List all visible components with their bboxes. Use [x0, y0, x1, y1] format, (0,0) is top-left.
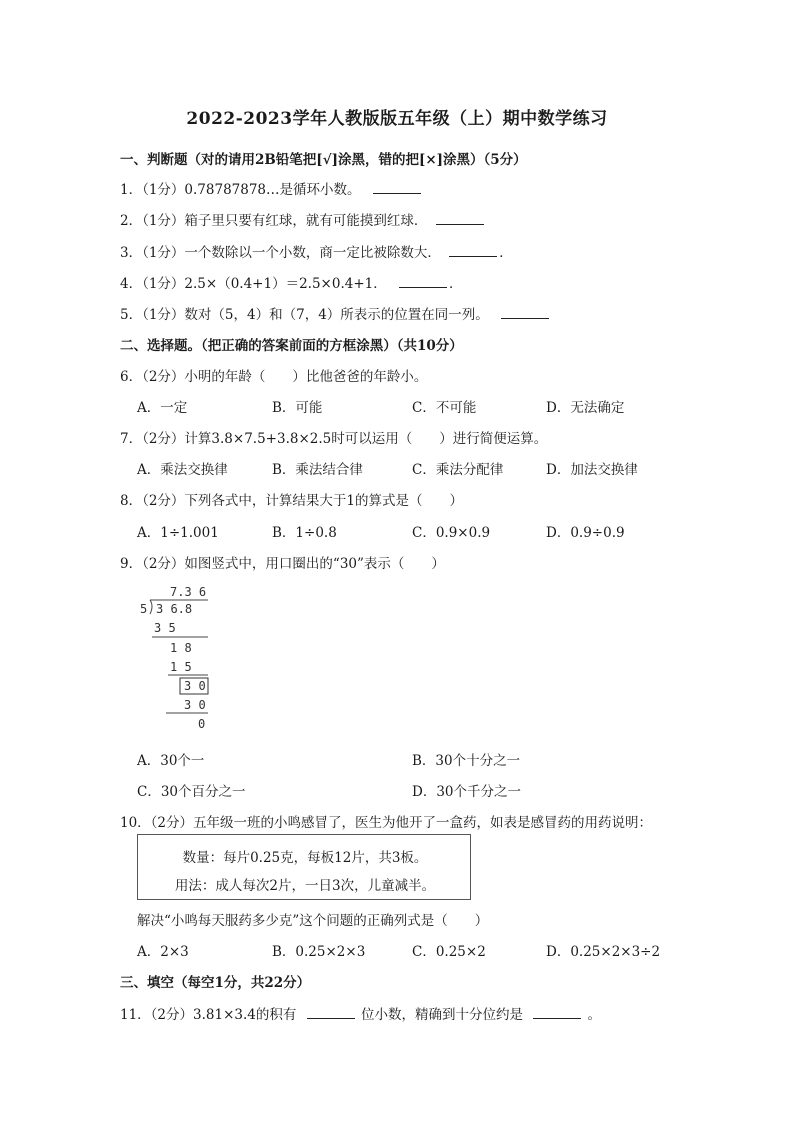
q9-option-c[interactable]: C．30个百分之一 — [137, 784, 246, 800]
question-7: 7．（2分）计算3.8×7.5+3.8×2.5时可以运用（ ）进行简便运算。 — [120, 431, 548, 447]
medicine-instructions-box — [137, 834, 471, 900]
question-11-text-a: 11．（2分）3.81×3.4的积有 — [120, 1007, 297, 1023]
medicine-usage-text: 用法：成人每次2片，一日3次，儿童减半。 — [174, 878, 436, 894]
question-10-prompt: 解决“小鸣每天服药多少克”这个问题的正确列式是（ ） — [137, 913, 489, 929]
q7-option-c[interactable]: C．乘法分配律 — [412, 462, 504, 478]
q6-option-a[interactable]: A．一定 — [137, 400, 188, 416]
question-6: 6．（2分）小明的年龄（ ）比他爸爸的年龄小。 — [120, 369, 428, 385]
division-divisor: 5 — [140, 602, 148, 616]
question-4: 4．（1分）2.5×（0.4+1）＝2.5×0.4+1． ． — [120, 276, 463, 292]
q9-option-a[interactable]: A．30个一 — [137, 753, 205, 769]
division-step-5: 3 0 — [184, 698, 206, 712]
answer-blank[interactable] — [399, 275, 447, 288]
q8-option-b[interactable]: B．1÷0.8 — [272, 525, 337, 541]
question-1-text: 1．（1分）0.78787878…是循环小数。 — [120, 182, 361, 198]
division-step-1: 3 5 — [154, 621, 176, 635]
question-9: 9．（2分）如图竖式中，用口圈出的“30”表示（ ） — [120, 556, 445, 572]
division-dividend: 3 6.8 — [156, 602, 193, 616]
question-8: 8．（2分）下列各式中，计算结果大于1的算式是（ ） — [120, 493, 464, 509]
question-1 — [120, 178, 423, 198]
answer-blank[interactable] — [501, 306, 549, 319]
medicine-quantity-text: 数量：每片0.25克，每板12片，共3板。 — [182, 850, 428, 866]
division-bracket — [150, 600, 152, 614]
long-division-svg — [136, 582, 226, 732]
question-10: 10．（2分）五年级一班的小鸣感冒了，医生为他开了一盒药，如表是感冒药的用药说明： — [120, 815, 653, 831]
answer-blank[interactable] — [307, 1006, 355, 1019]
q7-option-d[interactable]: D．加法交换律 — [546, 462, 638, 478]
question-2-text: 2．（1分）箱子里只要有红球，就有可能摸到红球． — [120, 213, 428, 229]
division-quotient: 7.3 6 — [170, 585, 207, 599]
q7-option-a[interactable]: A．乘法交换律 — [137, 462, 228, 478]
q6-option-b[interactable]: B．可能 — [272, 400, 323, 416]
q10-option-b[interactable]: B．0.25×2×3 — [272, 944, 366, 960]
page-title: 2022-2023学年人教版版五年级（上）期中数学练习 — [186, 109, 608, 129]
division-step-3: 1 5 — [170, 660, 192, 674]
question-5-text: 5．（1分）数对（5，4）和（7，4）所表示的位置在同一列。 — [120, 307, 489, 323]
section-heading-choice: 二、选择题。（把正确的答案前面的方框涂黑）（共10分） — [120, 338, 463, 354]
question-2 — [120, 209, 486, 229]
question-11 — [120, 1003, 601, 1023]
answer-blank[interactable] — [533, 1006, 581, 1019]
question-11-text-c: 。 — [587, 1007, 602, 1023]
q8-option-c[interactable]: C．0.9×0.9 — [412, 525, 491, 541]
question-3: 3．（1分）一个数除以一个小数，商一定比被除数大． ． — [120, 245, 513, 261]
division-step-4: 3 0 — [184, 679, 206, 693]
answer-blank[interactable] — [373, 181, 421, 194]
q10-option-a[interactable]: A．2×3 — [137, 944, 189, 960]
q9-option-d[interactable]: D．30个千分之一 — [412, 784, 522, 800]
question-3-text: 3．（1分）一个数除以一个小数，商一定比被除数大． — [120, 245, 441, 261]
section-heading-fill-in: 三、填空（每空1分，共22分） — [120, 975, 311, 991]
q6-option-c[interactable]: C．不可能 — [412, 400, 477, 416]
q6-option-d[interactable]: D．无法确定 — [546, 400, 625, 416]
q8-option-d[interactable]: D．0.9÷0.9 — [546, 525, 625, 541]
q7-option-b[interactable]: B．乘法结合律 — [272, 462, 363, 478]
long-division-figure — [136, 582, 226, 732]
question-11-text-b: 位小数，精确到十分位约是 — [360, 1007, 523, 1023]
division-remainder: 0 — [198, 717, 206, 731]
q8-option-a[interactable]: A．1÷1.001 — [137, 525, 219, 541]
q10-option-c[interactable]: C．0.25×2 — [412, 944, 486, 960]
answer-blank[interactable] — [436, 212, 484, 225]
answer-blank[interactable] — [449, 244, 497, 257]
division-step-2: 1 8 — [170, 641, 192, 655]
q9-option-b[interactable]: B．30个十分之一 — [412, 753, 521, 769]
section-heading-judgement: 一、判断题（对的请用2B铅笔把[√]涂黑，错的把[×]涂黑）（5分） — [120, 152, 527, 168]
q10-option-d[interactable]: D．0.25×2×3÷2 — [546, 944, 661, 960]
question-5 — [120, 303, 551, 323]
question-4-text: 4．（1分）2.5×（0.4+1）＝2.5×0.4+1． — [120, 276, 387, 292]
